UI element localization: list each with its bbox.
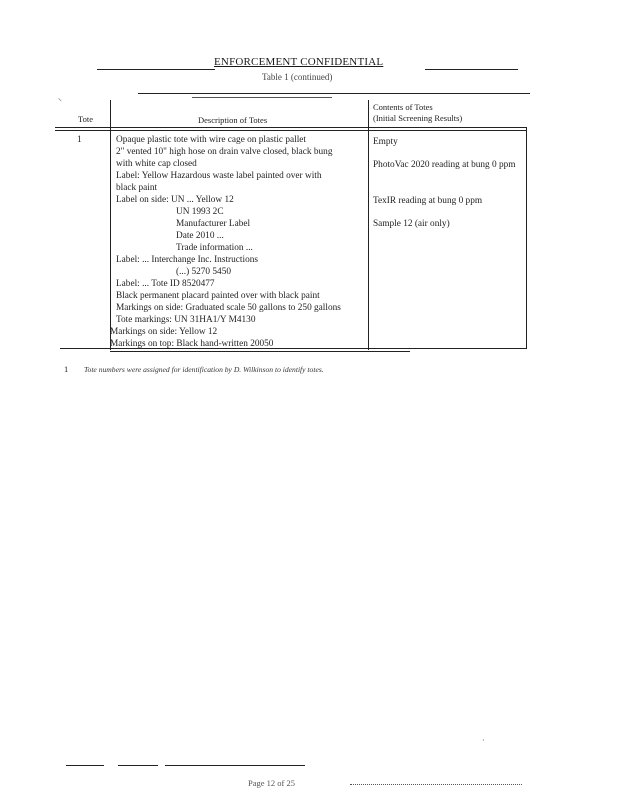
- description-line: 2" vented 10" high hose on drain valve closed, black bung: [116, 147, 333, 157]
- contents-line: Sample 12 (air only): [373, 219, 450, 229]
- table-bottom-rule-2: [110, 351, 410, 352]
- column-header-contents: Contents of Totes: [373, 102, 433, 112]
- table-top-rule: [138, 93, 530, 94]
- description-line: Label: ... Tote ID 8520477: [116, 279, 215, 289]
- description-line: with white cap closed: [116, 159, 197, 169]
- column-header-contents-sub: (Initial Screening Results): [373, 113, 463, 123]
- column-divider-2: [368, 100, 369, 350]
- contents-line: TexIR reading at bung 0 ppm: [373, 196, 483, 206]
- page-number: Page 12 of 25: [248, 778, 295, 788]
- table-right-border: [526, 127, 527, 349]
- description-line: Date 2010 ...: [176, 231, 224, 241]
- description-line: black paint: [116, 183, 158, 193]
- document-header: ENFORCEMENT CONFIDENTIAL: [214, 56, 384, 68]
- description-line: Label: ... Interchange Inc. Instructions: [116, 255, 258, 265]
- column-header-number: Tote: [78, 114, 93, 124]
- description-line: Trade information ...: [176, 243, 253, 253]
- footer-dotted-rule: [350, 784, 522, 785]
- header-rule-right: [425, 69, 518, 70]
- tote-number: 1: [77, 135, 82, 145]
- table-header-rule-2: [55, 130, 527, 131]
- footer-rule-3: [165, 765, 305, 766]
- contents-line: PhotoVac 2020 reading at bung 0 ppm: [373, 160, 516, 170]
- header-rule-left: [97, 69, 215, 70]
- scan-mark: ⸌: [58, 97, 62, 106]
- description-line: Label on side: UN ... Yellow 12: [116, 195, 234, 205]
- table-subtitle: Table 1 (continued): [262, 72, 333, 82]
- footer-rule-1: [66, 765, 104, 766]
- table-header-rule: [55, 127, 527, 128]
- column-header-description: Description of Totes: [198, 115, 268, 125]
- description-line: Black permanent placard painted over with black paint: [116, 291, 320, 301]
- scan-speck: ·: [482, 736, 485, 745]
- description-line: Markings on side: Graduated scale 50 gallons to 250 gallons: [116, 303, 341, 313]
- footnote-number: 1: [64, 364, 69, 374]
- description-line: Manufacturer Label: [176, 219, 251, 229]
- description-line: Tote markings: UN 31HA1/Y M4130: [116, 315, 256, 325]
- description-line: Markings on side: Yellow 12: [110, 327, 218, 337]
- description-line: Opaque plastic tote with wire cage on plastic pallet: [116, 135, 307, 145]
- table-top-rule-2: [192, 97, 332, 98]
- description-line: Label: Yellow Hazardous waste label painted over with: [116, 171, 322, 181]
- description-line: Markings on top: Black hand-written 20050: [110, 339, 274, 349]
- contents-line: Empty: [373, 137, 398, 147]
- footer-rule-2: [118, 765, 158, 766]
- column-divider-1: [110, 100, 111, 350]
- description-line: (...) 5270 5450: [176, 267, 232, 277]
- footnote-text: Tote numbers were assigned for identification by D. Wilkinson to identify totes.: [84, 365, 324, 374]
- description-line: UN 1993 2C: [176, 207, 224, 217]
